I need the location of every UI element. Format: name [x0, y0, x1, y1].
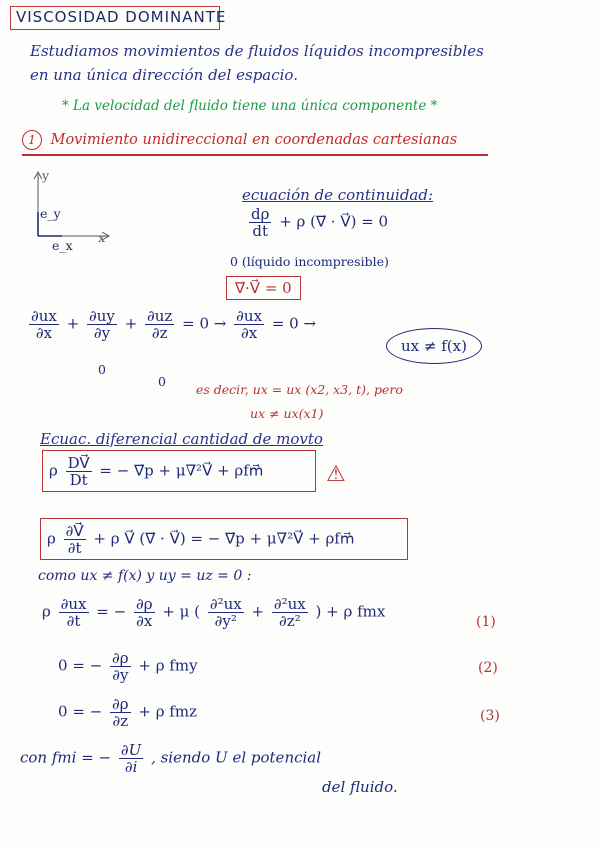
- zero-a: 0: [98, 362, 106, 377]
- potential-definition-2: del fluido.: [322, 778, 398, 796]
- divergence-expanded: $\frac{\partial ux}{\partial x}$ + $\frac{\partial uy}{\partial y}$ + $\frac{\partial uz}{\partial z}$ = 0 → $\frac{\partial ux}{\partial x}$ = 0 →: [31, 307, 317, 342]
- axis-ex-label: e_x: [52, 238, 73, 253]
- velocity-note: * La velocidad del fluido tiene una única componente *: [62, 98, 438, 114]
- equation-1: ρ $\frac{\partial ux}{\partial t}$ = − $\frac{\partial\rho}{\partial x}$ + μ ( $\frac{\text{∂²ux}}{\text{∂y²}}$ + $\frac{\text{∂²ux}}{\text{∂z²}}$ ) + ρ fmx: [42, 595, 386, 630]
- intro-line-2: en una única dirección del espacio.: [30, 66, 298, 84]
- equation-2: 0 = − $\frac{\partial\rho}{\partial y}$ + ρ fmy: [58, 649, 198, 684]
- ux-not-function-of-x: ux ≠ f(x): [386, 328, 482, 364]
- es-decir-note-2: ux ≠ ux(x1): [250, 406, 324, 421]
- intro-line-1: Estudiamos movimientos de fluidos líquidos incompresibles: [30, 42, 484, 60]
- warning-icon: ⚠: [326, 462, 346, 487]
- divergence-boxed: ∇⃗·V⃗ = 0: [226, 276, 301, 300]
- momentum-box-1: ρ $\frac{DV⃗}{Dt}$ = − ∇⃗p + μ∇²V⃗ + ρfm⃗: [42, 450, 316, 492]
- axis-x-label: x: [98, 230, 106, 245]
- como-condition: como ux ≠ f(x) y uy = uz = 0 :: [38, 568, 252, 584]
- es-decir-note: es decir, ux = ux (x2, x3, t), pero: [196, 382, 403, 397]
- equation-2-label: (2): [478, 660, 498, 676]
- axis-y-label: y: [42, 168, 50, 183]
- momentum-heading: Ecuac. diferencial cantidad de movto: [40, 430, 323, 448]
- axis-ey-label: e_y: [40, 206, 61, 221]
- continuity-heading: ecuación de continuidad:: [242, 186, 434, 204]
- section-title: Movimiento unidireccional en coordenadas cartesianas: [50, 132, 458, 148]
- equation-1-label: (1): [476, 614, 496, 630]
- equation-3-label: (3): [480, 708, 500, 724]
- section-underline: [22, 154, 488, 156]
- page-title: VISCOSIDAD DOMINANTE: [16, 8, 227, 26]
- zero-b: 0: [158, 374, 166, 389]
- section-heading: [22, 130, 457, 150]
- equation-3: 0 = − $\frac{\partial\rho}{\partial z}$ + ρ fmz: [58, 695, 197, 730]
- continuity-equation: $\frac{d\rho}{dt}$ + ρ (∇⃗ · V⃗) = 0: [251, 205, 389, 240]
- section-number: 1: [22, 130, 42, 150]
- momentum-box-2: ρ $\frac{\partial V⃗}{\partial t}$ + ρ V⃗ (∇⃗ · V⃗) = − ∇⃗p + μ∇²V⃗ + ρfm⃗: [40, 518, 408, 560]
- potential-definition: con fmi = − $\frac{\partial U}{\partial i}$ , siendo U el potencial: [20, 741, 322, 776]
- incompressible-note: 0 (líquido incompresible): [230, 254, 389, 269]
